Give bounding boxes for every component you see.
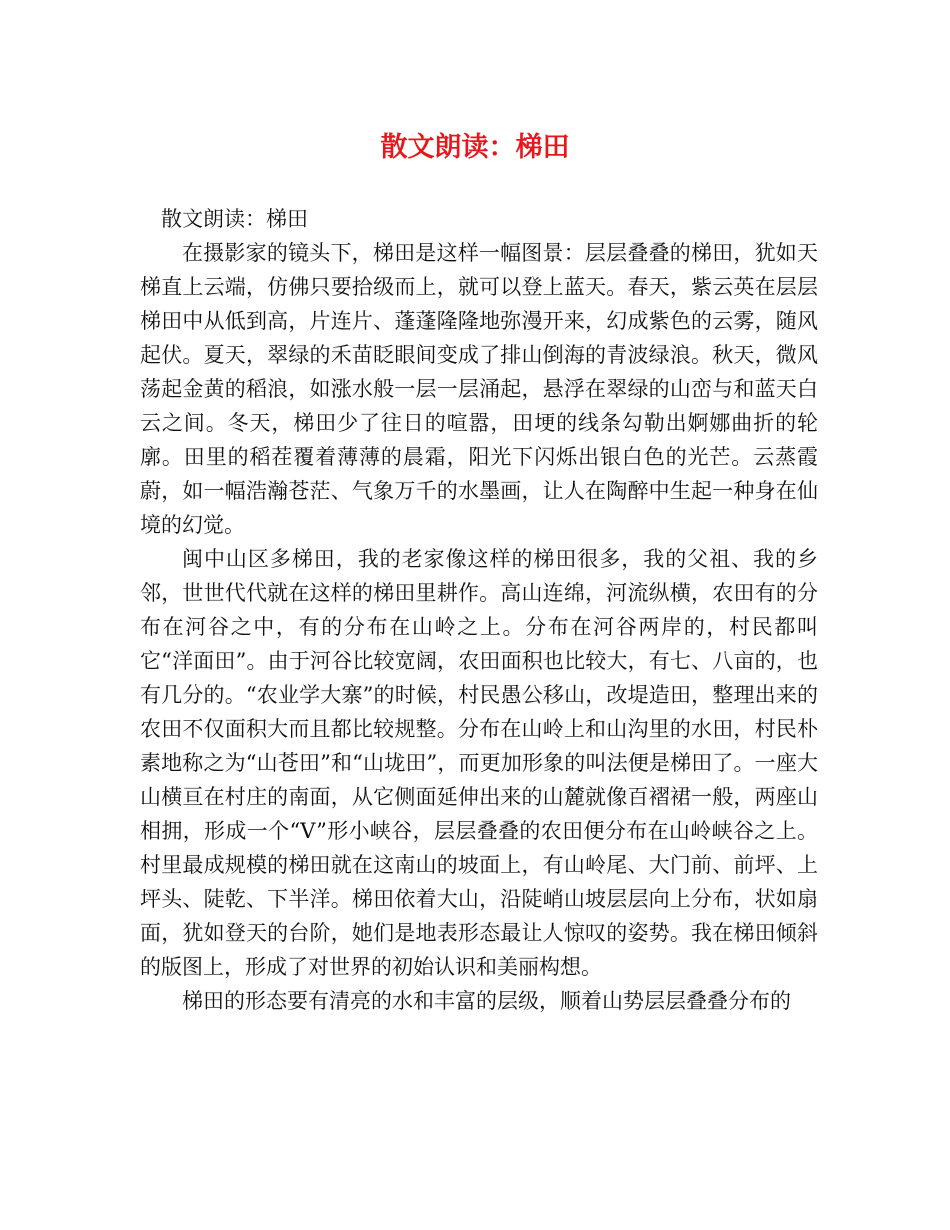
body-paragraph: 梯田的形态要有清亮的水和丰富的层级，顺着山势层层叠叠分布的: [182, 989, 791, 1013]
body-paragraph: 在摄影家的镜头下，梯田是这样一幅图景：层层叠叠的梯田，犹如天梯直上云端，仿佛只要拾级而上，就可以登上蓝天。春天，紫云英在层层梯田中从低到高，片连片、蓬蓬隆隆地弥漫开来，幻成紫色的云雾，随风起伏。夏天，翠绿的禾苗眨眼间变成了排山倒海的青波绿浪。秋天，微风荡起金黄的稻浪，如涨水般一层一层涌起，悬浮在翠绿的山峦与和蓝天白云之间。冬天，梯田少了往日的喧嚣，田埂的线条勾勒出婀娜曲折的轮廓。田里的稻茬覆着薄薄的晨霜，阳光下闪烁出银白色的光芒。云蒸霞蔚，如一幅浩瀚苍茫、气象万千的水墨画，让人在陶醉中生起一种身在仙境的幻觉。: [140, 241, 818, 537]
body-paragraph: 闽中山区多梯田，我的老家像这样的梯田很多，我的父祖、我的乡邻，世世代代就在这样的梯田里耕作。高山连绵，河流纵横，农田有的分布在河谷之中，有的分布在山岭之上。分布在河谷两岸的，村民都叫它“洋面田”。由于河谷比较宽阔，农田面积也比较大，有七、八亩的，也有几分的。“农业学大寨”的时候，村民愚公移山，改堤造田，整理出来的农田不仅面积大而且都比较规整。分布在山岭上和山沟里的水田，村民朴素地称之为“山苍田”和“山垅田”，而更加形象的叫法便是梯田了。一座大山横亘在村庄的南面，从它侧面延伸出来的山麓就像百褶裙一般，两座山相拥，形成一个“V”形小峡谷，层层叠叠的农田便分布在山岭峡谷之上。村里最成规模的梯田就在这南山的坡面上，有山岭尾、大门前、前坪、上坪头、陡乾、下半洋。梯田依着大山，沿陡峭山坡层层向上分布，状如扇面，犹如登天的台阶，她们是地表形态最让人惊叹的姿势。我在梯田倾斜的版图上，形成了对世界的初始认识和美丽构想。: [140, 547, 818, 979]
subtitle-paragraph: 散文朗读：梯田: [161, 207, 308, 231]
document-body: [140, 202, 818, 1018]
page-title: 散文朗读：梯田: [380, 132, 570, 163]
